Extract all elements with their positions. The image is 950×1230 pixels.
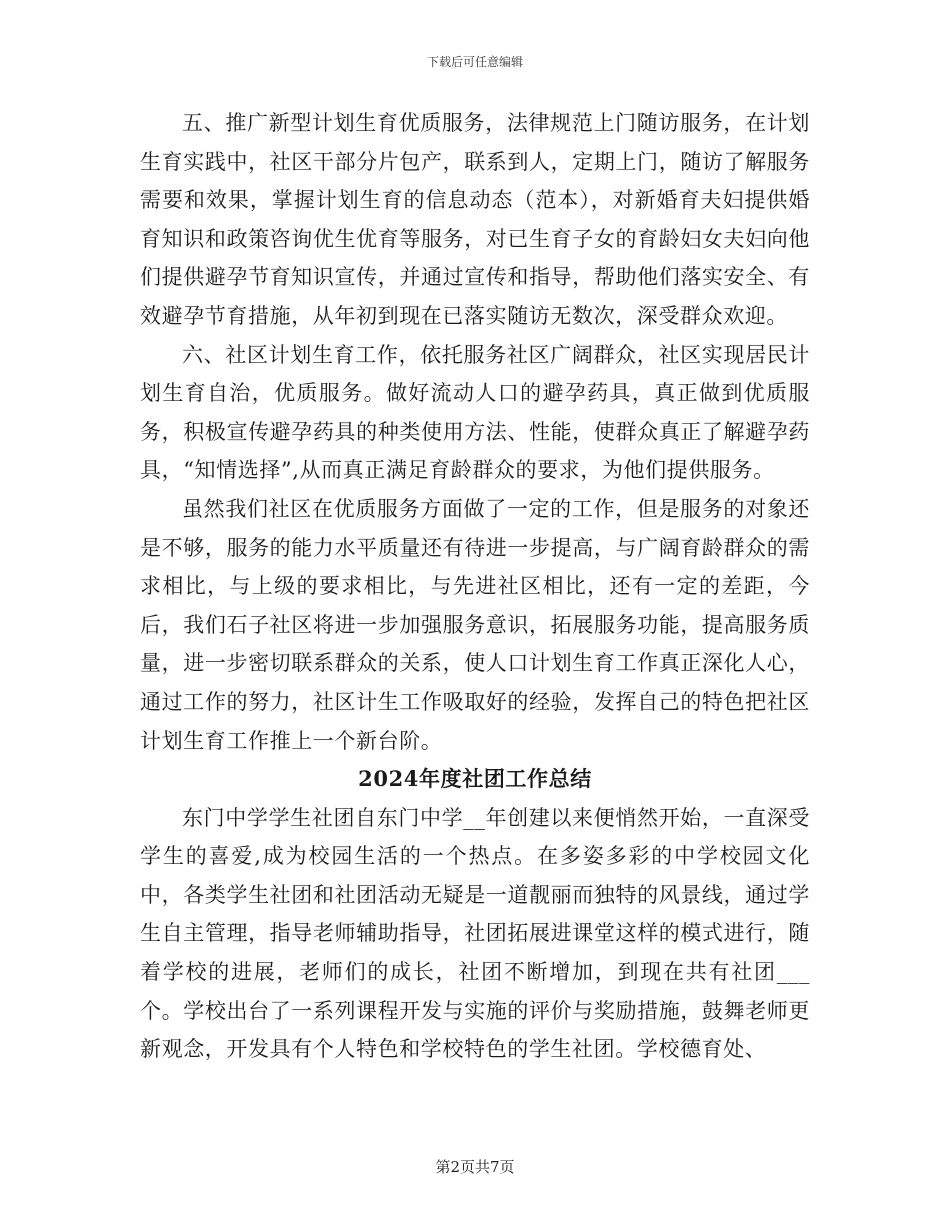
paragraph-conclusion: 虽然我们社区在优质服务方面做了一定的工作，但是服务的对象还是不够，服务的能力水平质量还有待进一步提高，与广阔育龄群众的需求相比，与上级的要求相比，与先进社区相比，还有一定的差距，今后，我们石子社区将进一步加强服务意识，拓展服务功能，提高服务质量，进一步密切联系群众的关系，使人口计划生育工作真正深化人心，通过工作的努力，社区计生工作吸取好的经验，发挥自己的特色把社区计划生育工作推上一个新台阶。 xyxy=(140,496,810,753)
page-header: 下载后可任意编辑 xyxy=(426,55,523,69)
section-title: 2024年度社团工作总结 xyxy=(358,766,592,792)
paragraph-club-intro: 东门中学学生社团自东门中学__年创建以来便悄然开始，一直深受学生的喜爱,成为校园生活的一个热点。在多姿多彩的中学校园文化中，各类学生社团和社团活动无疑是一道靓丽而独特的风景线，通过学生自主管理，指导老师辅助指导，社团拓展进课堂这样的模式进行，随着学校的进展，老师们的成长，社团不断增加，到现在共有社团___个。学校出台了一系列课程开发与实施的评价与奖励措施，鼓舞老师更新观念，开发具有个人特色和学校特色的学生社团。学校德育处、 xyxy=(140,805,810,1062)
document-body xyxy=(140,104,810,1069)
page-footer: 第2页共7页 xyxy=(435,1158,515,1176)
paragraph-six: 六、社区计划生育工作，依托服务社区广阔群众，社区实现居民计划生育自治，优质服务。做好流动人口的避孕药具，真正做到优质服务，积极宣传避孕药具的种类使用方法、性能，使群众真正了解避孕药具，“知情选择”,从而真正满足育龄群众的要求，为他们提供服务。 xyxy=(140,342,810,483)
paragraph-five: 五、推广新型计划生育优质服务，法律规范上门随访服务，在计划生育实践中，社区干部分片包产，联系到人，定期上门，随访了解服务需要和效果，掌握计划生育的信息动态（范本），对新婚育夫妇提供婚育知识和政策咨询优生优育等服务，对已生育子女的育龄妇女夫妇向他们提供避孕节育知识宣传，并通过宣传和指导，帮助他们落实安全、有效避孕节育措施，从年初到现在已落实随访无数次，深受群众欢迎。 xyxy=(140,111,810,328)
